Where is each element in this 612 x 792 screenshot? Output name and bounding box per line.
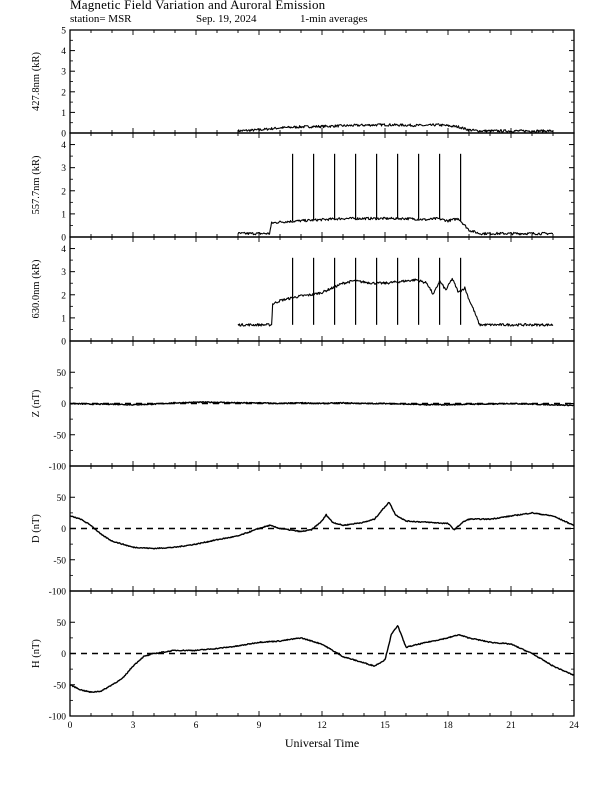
series-line-427nm [238,124,553,132]
x-tick-label: 12 [317,721,327,731]
y-tick-label: -50 [53,431,66,442]
y-tick-label: -100 [48,462,66,473]
panel-557nm [31,133,574,244]
averaging-label: 1-min averages [300,13,368,25]
panel-frame [70,237,574,341]
y-tick-label: 2 [61,187,66,198]
y-tick-label: 2 [61,88,66,99]
x-tick-label: 15 [380,721,390,731]
x-axis-label: Universal Time [284,736,360,750]
series-line-Z [70,402,574,406]
series-line-D [70,503,574,549]
y-tick-label: -50 [53,556,66,567]
panel-frame [70,30,574,133]
x-tick-label: 6 [193,721,199,731]
y-tick-label: -50 [53,681,66,692]
panel-frame [70,591,574,716]
series-line-630nm [238,278,553,326]
y-tick-label: -100 [48,587,66,598]
panel-frame [70,466,574,591]
station-label: station= MSR [70,13,132,25]
x-tick-label: 24 [569,721,579,731]
x-tick-label: 21 [506,721,516,731]
series-line-557nm [238,217,553,235]
date-label: Sep. 19, 2024 [196,13,257,25]
y-tick-label: 3 [61,67,66,78]
y-tick-label: 0 [61,233,66,244]
y-tick-label: 4 [61,141,66,152]
y-axis-label: 630.0nm (kR) [31,259,42,319]
y-tick-label: 5 [61,26,66,37]
x-tick-label: 18 [443,721,453,731]
y-tick-label: 3 [61,268,66,279]
panel-427nm [31,27,574,140]
y-tick-label: 0 [61,650,66,660]
y-tick-label: -100 [48,712,66,723]
y-tick-label: 3 [61,164,66,175]
panel-Z [31,341,574,473]
series-line-H [70,626,574,693]
y-tick-label: 2 [61,291,66,302]
y-tick-label: 1 [61,314,66,325]
x-tick-label: 9 [256,721,262,731]
y-axis-label: 427.8nm (kR) [31,52,42,111]
y-tick-label: 50 [56,618,66,629]
y-axis-label: H (nT) [31,639,42,668]
y-tick-label: 0 [61,400,66,410]
y-tick-label: 1 [61,210,66,221]
chart-title: Magnetic Field Variation and Auroral Emission [70,0,326,12]
panel-H [31,591,574,723]
y-axis-label: Z (nT) [31,389,42,418]
x-tick-label: 0 [67,721,73,731]
panel-630nm [31,237,574,348]
y-axis-label: 557.7nm (kR) [31,155,42,215]
y-tick-label: 1 [61,108,66,119]
y-tick-label: 0 [61,337,66,348]
x-tick-label: 3 [130,721,136,731]
y-tick-label: 0 [61,129,66,140]
panel-frame [70,133,574,237]
y-tick-label: 4 [61,245,66,256]
y-tick-label: 4 [61,47,66,58]
y-tick-label: 50 [56,493,66,504]
y-tick-label: 50 [56,368,66,379]
panel-D [31,466,574,598]
y-tick-label: 0 [61,525,66,535]
y-axis-label: D (nT) [31,514,42,543]
